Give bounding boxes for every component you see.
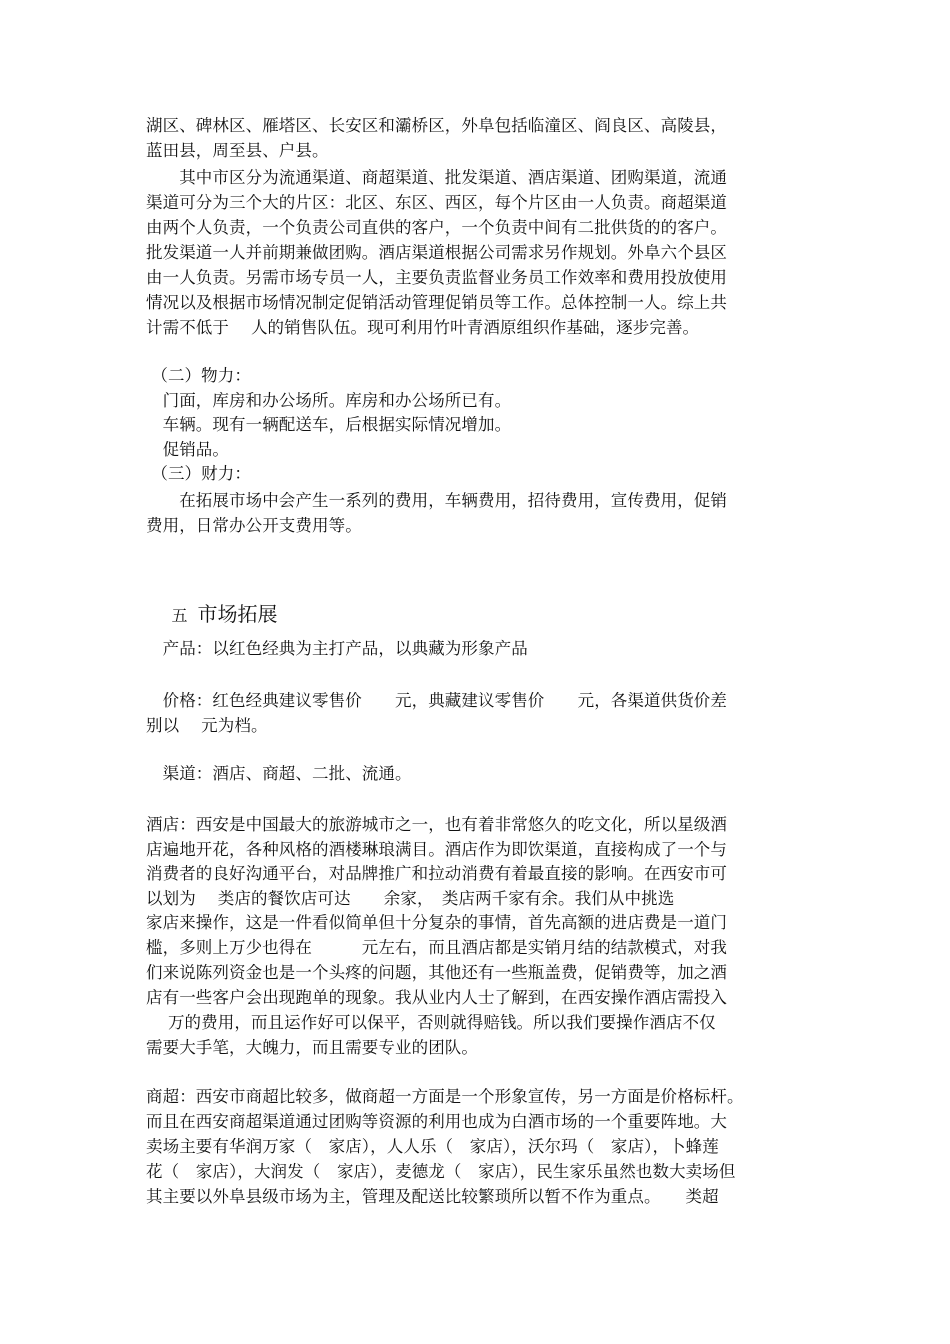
text-line: 家店来操作，这是一件看似简单但十分复杂的事情，首先高额的进店费是一道门 xyxy=(146,913,727,932)
text-line: 促销品。 xyxy=(146,440,229,459)
section-title: 市场拓展 xyxy=(197,602,278,626)
text-line: 产品：以红色经典为主打产品，以典藏为形象产品 xyxy=(146,639,528,658)
text-line: 需要大手笔，大魄力，而且需要专业的团队。 xyxy=(146,1038,478,1057)
text-line: 酒店：西安是中国最大的旅游城市之一，也有着非常悠久的吃文化，所以星级酒 xyxy=(146,815,727,834)
text-line: 商超：西安市商超比较多，做商超一方面是一个形象宣传，另一方面是价格标杆。 xyxy=(146,1087,744,1106)
text-line: 渠道：酒店、商超、二批、流通。 xyxy=(146,764,412,783)
text-line: 批发渠道一人并前期兼做团购。酒店渠道根据公司需求另作规划。外阜六个县区 xyxy=(146,243,727,262)
text-line: 由两个人负责，一个负责公司直供的客户，一个负责中间有二批供货的的客户。 xyxy=(146,218,727,237)
text-line: 渠道可分为三个大的片区：北区、东区、西区，每个片区由一人负责。商超渠道 xyxy=(146,193,727,212)
text-line: 卖场主要有华润万家（ 家店），人人乐（ 家店），沃尔玛（ 家店），卜蜂莲 xyxy=(146,1137,719,1156)
text-line: 其主要以外阜县级市场为主，管理及配送比较繁琐所以暂不作为重点。 类超 xyxy=(146,1187,719,1206)
subheading-finance: （三）财力： xyxy=(146,464,251,483)
text-line: 由一人负责。另需市场专员一人，主要负责监督业务员工作效率和费用投放使用 xyxy=(146,268,727,287)
subheading-material: （二）物力： xyxy=(146,366,251,385)
text-line: 价格：红色经典建议零售价 元，典藏建议零售价 元，各渠道供货价差 xyxy=(146,691,727,710)
text-line: 车辆。现有一辆配送车，后根据实际情况增加。 xyxy=(146,415,512,434)
text-line: 别以 元为档。 xyxy=(146,716,268,735)
text-line: 消费者的良好沟通平台，对品牌推广和拉动消费有着最直接的影响。在西安市可 xyxy=(146,864,727,883)
text-line: 湖区、碑林区、雁塔区、长安区和灞桥区，外阜包括临潼区、阎良区、高陵县， xyxy=(146,116,727,135)
text-line: 店遍地开花，各种风格的酒楼琳琅满目。酒店作为即饮渠道，直接构成了一个与 xyxy=(146,840,727,859)
text-line: 费用，日常办公开支费用等。 xyxy=(146,516,362,535)
text-line: 店有一些客户会出现跑单的现象。我从业内人士了解到，在西安操作酒店需投入 xyxy=(146,988,727,1007)
text-line: 槛，多则上万少也得在 元左右，而且酒店都是实销月结的结款模式，对我 xyxy=(146,938,727,957)
text-line: 们来说陈列资金也是一个头疼的问题，其他还有一些瓶盖费，促销费等，加之酒 xyxy=(146,963,727,982)
text-line: 以划为 类店的餐饮店可达 余家， 类店两千家有余。我们从中挑选 xyxy=(146,889,675,908)
text-line: 蓝田县，周至县、户县。 xyxy=(146,141,329,160)
text-line: 计需不低于 人的销售队伍。现可利用竹叶青酒原组织作基础，逐步完善。 xyxy=(146,318,700,337)
text-line: 万的费用，而且运作好可以保平，否则就得赔钱。所以我们要操作酒店不仅 xyxy=(146,1013,716,1032)
text-line: 在拓展市场中会产生一系列的费用，车辆费用，招待费用，宣传费用，促销 xyxy=(146,491,727,510)
text-line: 门面，库房和办公场所。库房和办公场所已有。 xyxy=(146,391,512,410)
text-line: 花（ 家店），大润发（ 家店），麦德龙（ 家店），民生家乐虽然也数大卖场但 xyxy=(146,1162,736,1181)
text-line: 其中市区分为流通渠道、商超渠道、批发渠道、酒店渠道、团购渠道，流通 xyxy=(146,168,727,187)
text-line: 情况以及根据市场情况制定促销活动管理促销员等工作。总体控制一人。综上共 xyxy=(146,293,727,312)
text-line: 而且在西安商超渠道通过团购等资源的利用也成为白酒市场的一个重要阵地。大 xyxy=(146,1112,727,1131)
section-number: 五 xyxy=(171,606,188,625)
